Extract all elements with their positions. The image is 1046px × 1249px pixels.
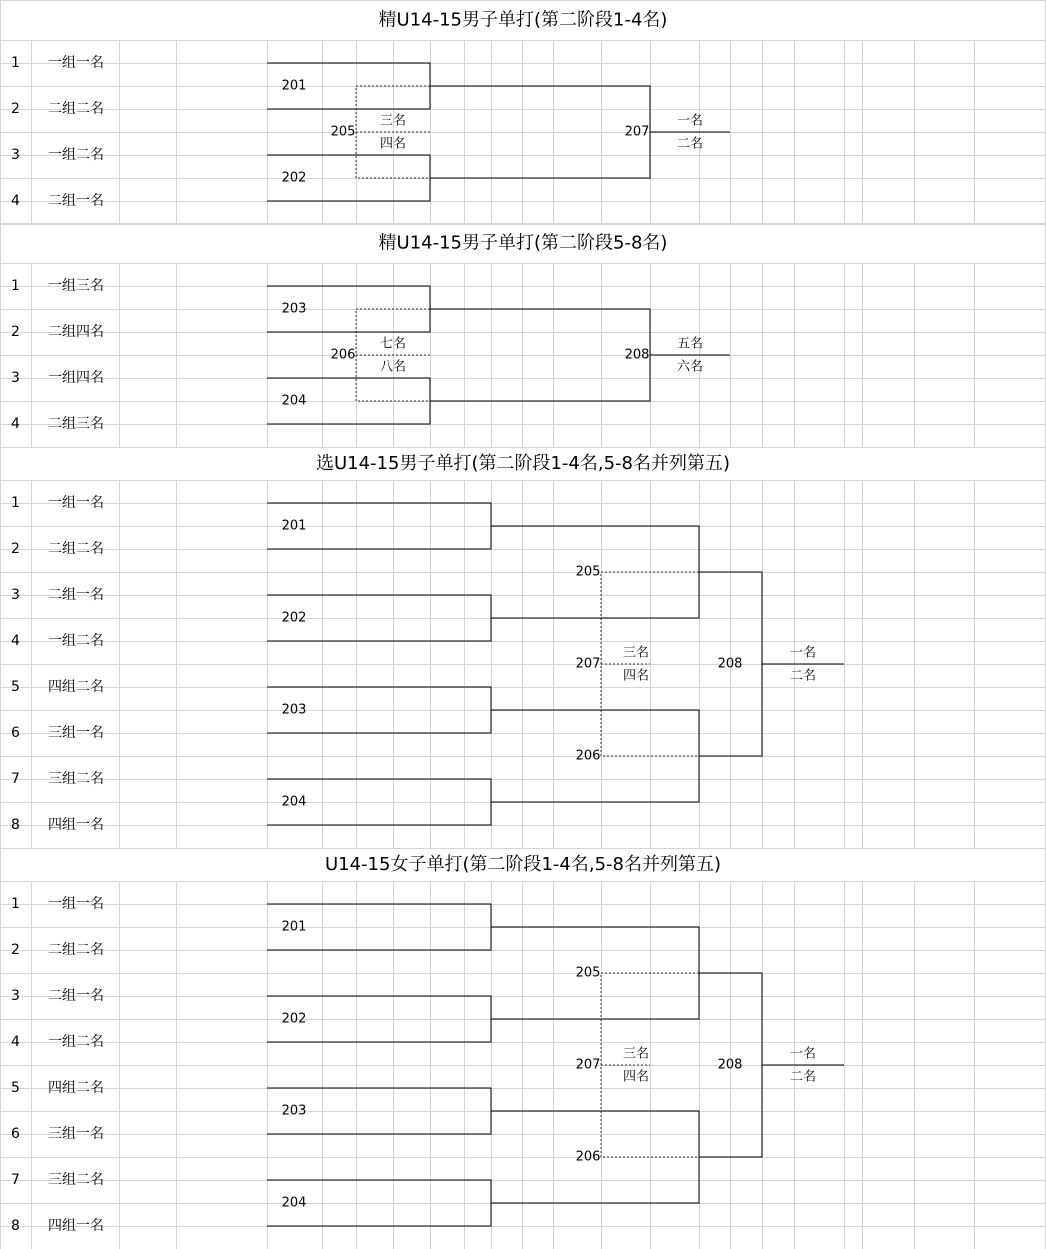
- seed-number: 7: [11, 771, 20, 787]
- match-number: 207: [624, 124, 650, 140]
- seed-number: 2: [11, 942, 20, 958]
- player-name: 一组二名: [48, 633, 104, 649]
- player-name: 二组二名: [48, 101, 104, 117]
- match-number: 202: [281, 610, 307, 626]
- seed-number: 2: [11, 324, 20, 340]
- player-name: 一组二名: [48, 147, 104, 163]
- bracket-title: U14-15女子单打(第二阶段1-4名,5-8名并列第五): [324, 854, 722, 875]
- player-name: 二组二名: [48, 942, 104, 958]
- match-number: 203: [281, 702, 307, 718]
- match-number: 204: [281, 393, 307, 409]
- seed-number: 5: [11, 1080, 20, 1096]
- match-number: 203: [281, 301, 307, 317]
- place-label: 四名: [379, 136, 407, 152]
- seed-number: 8: [11, 1218, 20, 1234]
- seed-number: 4: [11, 416, 20, 432]
- seed-number: 4: [11, 633, 20, 649]
- match-number: 202: [281, 1011, 307, 1027]
- player-name: 四组一名: [48, 817, 104, 833]
- seed-number: 7: [11, 1172, 20, 1188]
- place-label: 二名: [789, 668, 817, 684]
- player-name: 四组二名: [48, 679, 104, 695]
- place-label: 四名: [622, 668, 650, 684]
- player-name: 二组三名: [48, 416, 104, 432]
- place-label: 五名: [676, 336, 704, 352]
- match-number: 206: [575, 1149, 601, 1165]
- player-name: 二组一名: [48, 988, 104, 1004]
- seed-number: 6: [11, 1126, 20, 1142]
- match-number: 208: [624, 347, 650, 363]
- match-number: 208: [717, 656, 743, 672]
- match-number: 206: [575, 748, 601, 764]
- match-number: 204: [281, 1195, 307, 1211]
- player-name: 二组四名: [48, 324, 104, 340]
- place-label: 一名: [676, 113, 704, 129]
- match-number: 203: [281, 1103, 307, 1119]
- seed-number: 1: [11, 495, 20, 511]
- bracket-title: 选U14-15男子单打(第二阶段1-4名,5-8名并列第五): [315, 453, 731, 474]
- seed-number: 8: [11, 817, 20, 833]
- place-label: 二名: [676, 136, 704, 152]
- player-name: 四组二名: [48, 1080, 104, 1096]
- seed-number: 1: [11, 896, 20, 912]
- place-label: 八名: [379, 359, 407, 375]
- place-label: 三名: [622, 645, 650, 661]
- bracket-title: 精U14-15男子单打(第二阶段1-4名): [378, 9, 668, 31]
- seed-number: 5: [11, 679, 20, 695]
- seed-number: 2: [11, 101, 20, 117]
- player-name: 一组三名: [48, 278, 104, 294]
- match-number: 207: [575, 656, 601, 672]
- player-name: 三组二名: [48, 1172, 104, 1188]
- place-label: 四名: [622, 1069, 650, 1085]
- place-label: 一名: [789, 1046, 817, 1062]
- seed-number: 4: [11, 193, 20, 209]
- match-number: 201: [281, 919, 307, 935]
- seed-number: 3: [11, 147, 20, 163]
- seed-number: 3: [11, 988, 20, 1004]
- match-number: 201: [281, 78, 307, 94]
- seed-number: 4: [11, 1034, 20, 1050]
- match-number: 208: [717, 1057, 743, 1073]
- player-name: 二组二名: [48, 541, 104, 557]
- place-label: 六名: [676, 359, 704, 375]
- player-name: 三组一名: [48, 725, 104, 741]
- seed-number: 1: [11, 278, 20, 294]
- player-name: 一组二名: [48, 1034, 104, 1050]
- seed-number: 3: [11, 370, 20, 386]
- place-label: 一名: [789, 645, 817, 661]
- place-label: 二名: [789, 1069, 817, 1085]
- seed-number: 2: [11, 541, 20, 557]
- player-name: 一组一名: [48, 495, 104, 511]
- match-number: 207: [575, 1057, 601, 1073]
- player-name: 一组一名: [48, 896, 104, 912]
- match-number: 205: [330, 124, 356, 140]
- player-name: 四组一名: [48, 1218, 104, 1234]
- player-name: 一组四名: [48, 370, 104, 386]
- player-name: 三组二名: [48, 771, 104, 787]
- match-number: 206: [330, 347, 356, 363]
- place-label: 三名: [379, 113, 407, 129]
- player-name: 二组一名: [48, 587, 104, 603]
- player-name: 一组一名: [48, 55, 104, 71]
- match-number: 205: [575, 965, 601, 981]
- seed-number: 1: [11, 55, 20, 71]
- place-label: 七名: [379, 336, 407, 352]
- bracket-title: 精U14-15男子单打(第二阶段5-8名): [378, 232, 668, 254]
- player-name: 三组一名: [48, 1126, 104, 1142]
- player-name: 二组一名: [48, 193, 104, 209]
- match-number: 204: [281, 794, 307, 810]
- match-number: 205: [575, 564, 601, 580]
- seed-number: 3: [11, 587, 20, 603]
- seed-number: 6: [11, 725, 20, 741]
- match-number: 202: [281, 170, 307, 186]
- place-label: 三名: [622, 1046, 650, 1062]
- match-number: 201: [281, 518, 307, 534]
